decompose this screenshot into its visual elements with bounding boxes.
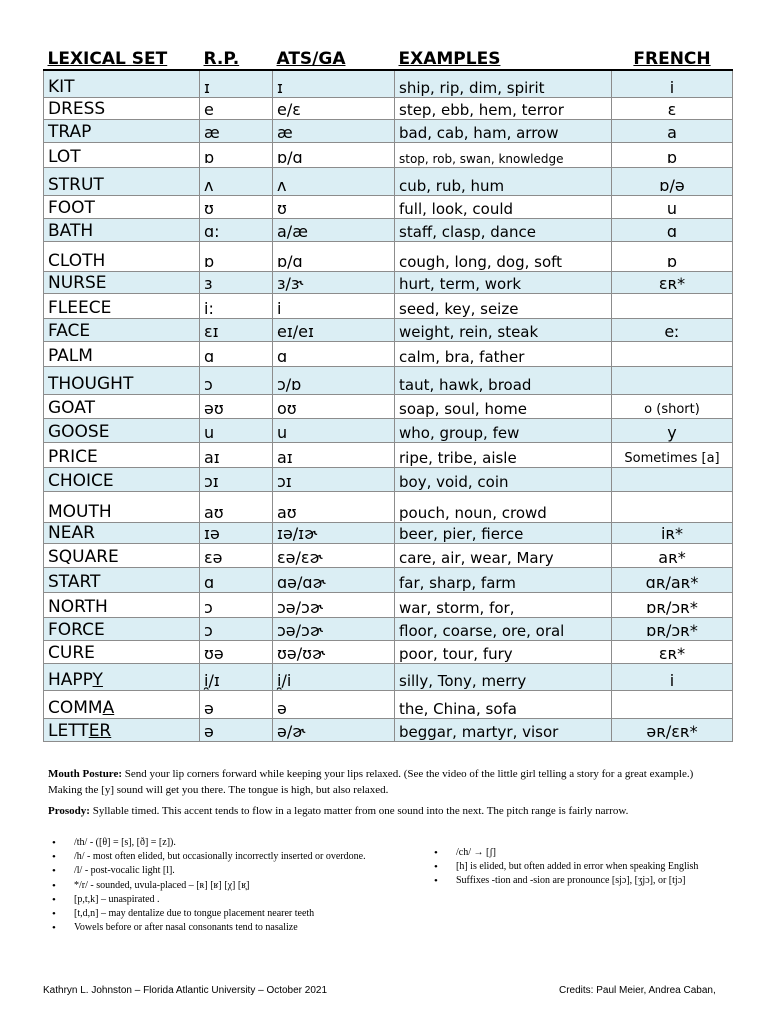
french-cell: ɛ: [612, 97, 733, 119]
examples-cell: boy, void, coin: [395, 467, 612, 491]
lexical-set-cell: NURSE: [44, 271, 200, 293]
ga-cell: ə: [273, 690, 395, 718]
ga-cell: ɔə/ɔɚ: [273, 592, 395, 617]
table-row: [44, 617, 733, 640]
lexical-set-cell: PRICE: [44, 442, 200, 467]
examples-cell: hurt, term, work: [395, 271, 612, 293]
examples-cell: cough, long, dog, soft: [395, 241, 612, 271]
rp-cell: ɔ: [200, 592, 273, 617]
rp-cell: æ: [200, 119, 273, 142]
header-lexical-set: LEXICAL SET: [44, 45, 200, 70]
examples-cell: silly, Tony, merry: [395, 663, 612, 690]
rp-cell: ʊə: [200, 640, 273, 663]
french-cell: i: [612, 663, 733, 690]
table-row: [44, 640, 733, 663]
lexical-set-stem: LETT: [48, 720, 89, 741]
prosody-label: Prosody:: [48, 805, 90, 817]
rp-cell: u: [200, 418, 273, 442]
bullet-item: • Suffixes -tion and -sion are pronounce [sjɔ], [ʒjɔ], or [tjɔ]: [430, 874, 720, 888]
ga-cell: i̯/i: [273, 663, 395, 690]
examples-cell: bad, cab, ham, arrow: [395, 119, 612, 142]
table-row: [44, 690, 733, 718]
rp-cell: ɪ: [200, 70, 273, 97]
ga-cell: ɔɪ: [273, 467, 395, 491]
ga-cell: ɒ/ɑ: [273, 241, 395, 271]
consonant-notes-right: [430, 846, 720, 889]
examples-cell: floor, coarse, ore, oral: [395, 617, 612, 640]
french-cell: ɒʀ/ɔʀ*: [612, 617, 733, 640]
french-cell: ɑʀ/aʀ*: [612, 567, 733, 592]
ga-cell: ɑ: [273, 341, 395, 366]
ga-cell: eɪ/eɪ: [273, 318, 395, 341]
rp-cell: ə: [200, 718, 273, 741]
french-cell: ɒʀ/ɔʀ*: [612, 592, 733, 617]
examples-cell: far, sharp, farm: [395, 567, 612, 592]
lexical-set-stem: HAPP: [48, 669, 93, 690]
french-cell: [612, 293, 733, 318]
ga-cell: e/ɛ: [273, 97, 395, 119]
ga-cell: ɛə/ɛɚ: [273, 543, 395, 567]
lexical-set-cell: [44, 690, 200, 718]
rp-cell: ɛɪ: [200, 318, 273, 341]
table-row: [44, 318, 733, 341]
ga-cell: ʌ: [273, 167, 395, 195]
rp-cell: i̯/ɪ: [200, 663, 273, 690]
french-cell: ɒ: [612, 142, 733, 167]
rp-cell: ɒ: [200, 142, 273, 167]
french-cell: ɒ: [612, 241, 733, 271]
table-row: [44, 663, 733, 690]
bullet-item: • [p,t,k] – unaspirated .: [48, 893, 378, 907]
page-clip: [0, 938, 768, 946]
header-french: FRENCH: [612, 45, 733, 70]
table-row: [44, 341, 733, 366]
examples-cell: ripe, tribe, aisle: [395, 442, 612, 467]
lexical-set-cell: SQUARE: [44, 543, 200, 567]
lexical-set-cell: CURE: [44, 640, 200, 663]
consonant-notes-left: [48, 836, 378, 935]
lexical-set-stem: COMM: [48, 697, 103, 718]
rp-cell: ɔ: [200, 617, 273, 640]
rp-cell: ə: [200, 690, 273, 718]
mouth-posture-label: Mouth Posture:: [48, 768, 123, 780]
bullet-item: • [t,d,n] – may dentalize due to tongue placement nearer teeth: [48, 907, 378, 921]
rp-cell: ʊ: [200, 195, 273, 218]
rp-cell: ɒ: [200, 241, 273, 271]
bullet-item: • /l/ - post-vocalic light [l].: [48, 864, 378, 878]
footer-author: Kathryn L. Johnston – Florida Atlantic University – October 2021: [43, 985, 328, 996]
lexical-set-cell: BATH: [44, 218, 200, 241]
ga-cell: u: [273, 418, 395, 442]
table-row: [44, 119, 733, 142]
examples-cell: calm, bra, father: [395, 341, 612, 366]
rp-cell: aɪ: [200, 442, 273, 467]
prosody-note: [48, 804, 728, 820]
rp-cell: əʊ: [200, 394, 273, 418]
ga-cell: ɜ/ɝ: [273, 271, 395, 293]
french-cell: [612, 690, 733, 718]
examples-cell: weight, rein, steak: [395, 318, 612, 341]
table-row: [44, 522, 733, 543]
table-row: [44, 718, 733, 741]
ga-cell: ɪə/ɪɚ: [273, 522, 395, 543]
examples-cell: soap, soul, home: [395, 394, 612, 418]
ga-cell: ə/ɚ: [273, 718, 395, 741]
examples-cell: beer, pier, fierce: [395, 522, 612, 543]
french-cell: u: [612, 195, 733, 218]
ga-cell: ɒ/ɑ: [273, 142, 395, 167]
examples-cell: care, air, wear, Mary: [395, 543, 612, 567]
rp-cell: ɑ: [200, 567, 273, 592]
examples-cell: pouch, noun, crowd: [395, 491, 612, 522]
lexical-set-cell: GOAT: [44, 394, 200, 418]
ga-cell: aʊ: [273, 491, 395, 522]
bullet-item: • */r/ - sounded, uvula-placed – [ʀ] [ʁ] [χ] [ʁ̞]: [48, 879, 378, 893]
lexical-set-cell: CHOICE: [44, 467, 200, 491]
table-row: [44, 366, 733, 394]
bullet-item: • /ch/ → [ʃ]: [430, 846, 720, 860]
ga-cell: ɑə/ɑɚ: [273, 567, 395, 592]
table-row: [44, 142, 733, 167]
french-cell: iʀ*: [612, 522, 733, 543]
lexical-set-cell: GOOSE: [44, 418, 200, 442]
table-row: [44, 293, 733, 318]
lexical-set-cell: MOUTH: [44, 491, 200, 522]
header-rp: R.P.: [200, 45, 273, 70]
bullet-item: • /th/ - ([θ] = [s], [ð] = [z]).: [48, 836, 378, 850]
french-cell: [612, 366, 733, 394]
rp-cell: ɑ: [200, 341, 273, 366]
examples-cell: taut, hawk, broad: [395, 366, 612, 394]
rp-cell: ɪə: [200, 522, 273, 543]
french-cell: [612, 491, 733, 522]
rp-cell: ɔ: [200, 366, 273, 394]
rp-cell: ɛə: [200, 543, 273, 567]
examples-cell: the, China, sofa: [395, 690, 612, 718]
examples-cell: stop, rob, swan, knowledge: [395, 142, 612, 167]
examples-cell: ship, rip, dim, spirit: [395, 70, 612, 97]
ga-cell: oʊ: [273, 394, 395, 418]
table-row: [44, 543, 733, 567]
lexical-set-cell: STRUT: [44, 167, 200, 195]
lexical-set-cell: THOUGHT: [44, 366, 200, 394]
rp-cell: ɜ: [200, 271, 273, 293]
lexical-set-cell: [44, 663, 200, 690]
lexical-set-cell: LOT: [44, 142, 200, 167]
lexical-set-cell: KIT: [44, 70, 200, 97]
lexical-set-cell: FOOT: [44, 195, 200, 218]
bullet-item: • [h] is elided, but often added in error when speaking English: [430, 860, 720, 874]
rp-cell: ɔɪ: [200, 467, 273, 491]
header-ats-ga: ATS/GA: [273, 45, 395, 70]
lexical-set-cell: NEAR: [44, 522, 200, 543]
table-row: [44, 418, 733, 442]
french-cell: aʀ*: [612, 543, 733, 567]
ga-cell: ɔə/ɔɚ: [273, 617, 395, 640]
table-row: [44, 467, 733, 491]
lexical-set-cell: PALM: [44, 341, 200, 366]
examples-cell: war, storm, for,: [395, 592, 612, 617]
table-row: [44, 567, 733, 592]
ga-cell: ʊ: [273, 195, 395, 218]
examples-cell: poor, tour, fury: [395, 640, 612, 663]
table-row: [44, 271, 733, 293]
lexical-set-cell: TRAP: [44, 119, 200, 142]
rp-cell: ʌ: [200, 167, 273, 195]
header-examples: EXAMPLES: [395, 45, 612, 70]
table-row: [44, 592, 733, 617]
french-cell: [612, 341, 733, 366]
mouth-posture-note: [48, 767, 728, 799]
table-row: [44, 97, 733, 119]
french-cell: ɛʀ*: [612, 271, 733, 293]
table-row: [44, 491, 733, 522]
table-row: [44, 195, 733, 218]
table-header-row: [44, 45, 733, 70]
ga-cell: ɪ: [273, 70, 395, 97]
rp-cell: i:: [200, 293, 273, 318]
french-cell: o (short): [612, 394, 733, 418]
bullet-item: • Vowels before or after nasal consonants tend to nasalize: [48, 921, 378, 935]
table-row: [44, 394, 733, 418]
lexical-set-cell: NORTH: [44, 592, 200, 617]
examples-cell: cub, rub, hum: [395, 167, 612, 195]
french-cell: y: [612, 418, 733, 442]
lexical-set-cell: FLEECE: [44, 293, 200, 318]
examples-cell: beggar, martyr, visor: [395, 718, 612, 741]
table-row: [44, 70, 733, 97]
lexical-set-ending: A: [102, 697, 115, 718]
table-row: [44, 241, 733, 271]
ga-cell: i: [273, 293, 395, 318]
table-row: [44, 218, 733, 241]
lexical-set-ending: Y: [92, 669, 103, 690]
rp-cell: ɑ:: [200, 218, 273, 241]
vowel-table: [43, 45, 733, 742]
lexical-set-cell: START: [44, 567, 200, 592]
ga-cell: ʊə/ʊɚ: [273, 640, 395, 663]
ga-cell: ɔ/ɒ: [273, 366, 395, 394]
mouth-posture-text: Send your lip corners forward while keeping your lips relaxed. (See the video of the little girl telling a story for a great example.) Making the [y] sound will get you there. The tongue is high, but also relaxed.: [48, 768, 694, 796]
lexical-set-ending: ER: [88, 720, 112, 741]
ga-cell: a/æ: [273, 218, 395, 241]
examples-cell: step, ebb, hem, terror: [395, 97, 612, 119]
french-cell: a: [612, 119, 733, 142]
lexical-set-cell: FORCE: [44, 617, 200, 640]
ga-cell: æ: [273, 119, 395, 142]
examples-cell: who, group, few: [395, 418, 612, 442]
bullet-item: • /h/ - most often elided, but occasionally incorrectly inserted or overdone.: [48, 850, 378, 864]
table-row: [44, 167, 733, 195]
rp-cell: aʊ: [200, 491, 273, 522]
french-cell: ɒ/ə: [612, 167, 733, 195]
french-cell: ɑ: [612, 218, 733, 241]
lexical-set-cell: FACE: [44, 318, 200, 341]
examples-cell: full, look, could: [395, 195, 612, 218]
french-cell: i: [612, 70, 733, 97]
examples-cell: staff, clasp, dance: [395, 218, 612, 241]
lexical-set-cell: [44, 718, 200, 741]
french-cell: ɛʀ*: [612, 640, 733, 663]
prosody-text: Syllable timed. This accent tends to flow in a legato matter from one sound into the next. The pitch range is fairly narrow.: [89, 805, 629, 817]
ga-cell: aɪ: [273, 442, 395, 467]
table-row: [44, 442, 733, 467]
french-cell: [612, 467, 733, 491]
lexical-set-cell: DRESS: [44, 97, 200, 119]
examples-cell: seed, key, seize: [395, 293, 612, 318]
rp-cell: e: [200, 97, 273, 119]
french-cell: Sometimes [a]: [612, 442, 733, 467]
lexical-set-cell: CLOTH: [44, 241, 200, 271]
footer-credits: Credits: Paul Meier, Andrea Caban,: [559, 985, 716, 996]
french-cell: eː: [612, 318, 733, 341]
french-cell: əʀ/ɛʀ*: [612, 718, 733, 741]
